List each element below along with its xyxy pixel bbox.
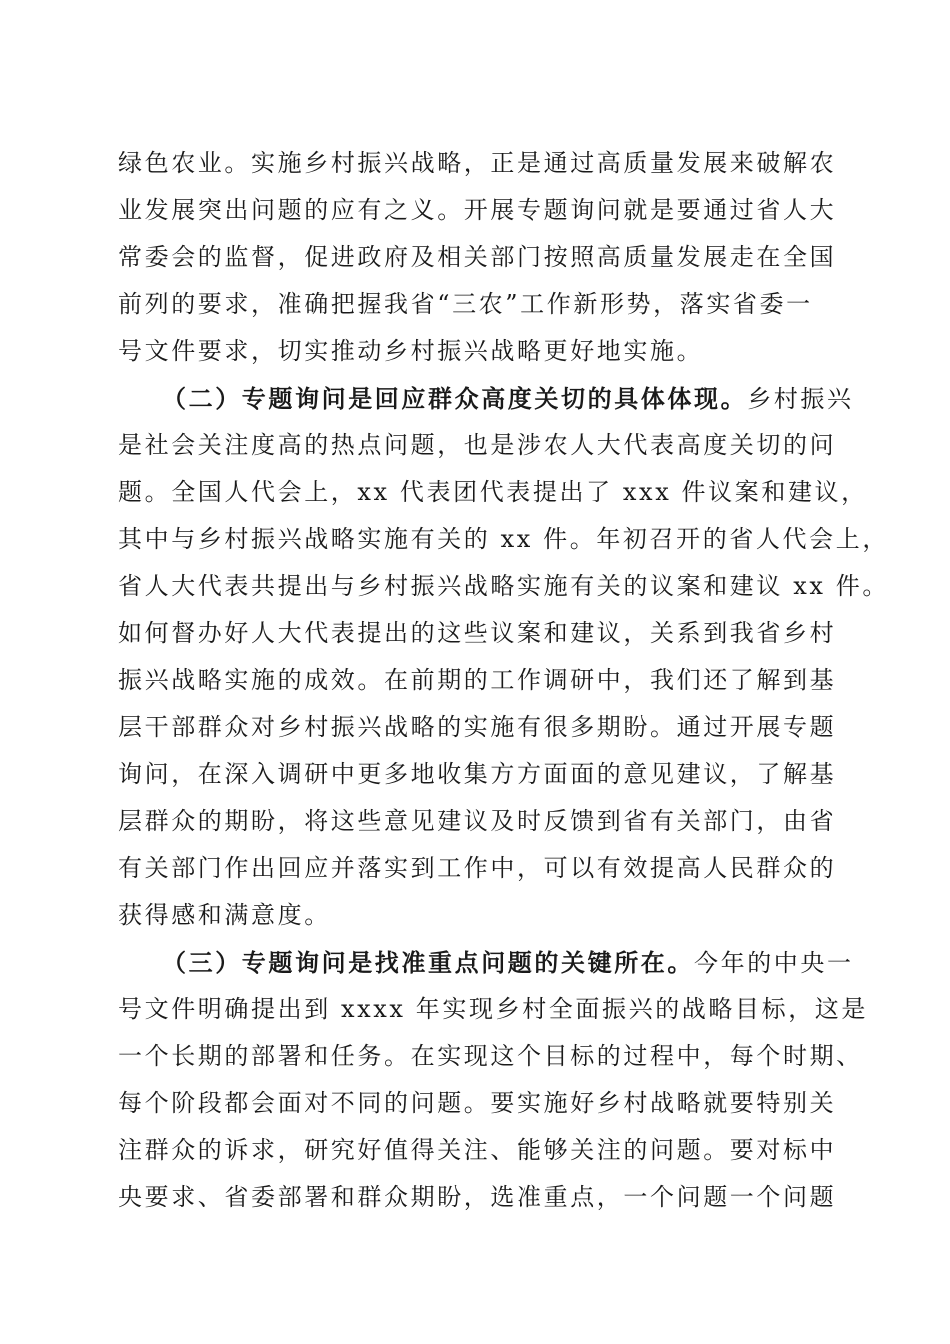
paragraph-line: 询问，在深入调研中更多地收集方方面面的意见建议，了解基 bbox=[118, 760, 837, 788]
section-heading: （三）专题询问是找准重点问题的关键所在。 bbox=[162, 948, 694, 977]
paragraph-2 bbox=[118, 375, 889, 939]
paragraph-line: 常委会的监督，促进政府及相关部门按照高质量发展走在全国 bbox=[118, 243, 837, 271]
paragraph-line: 每个阶段都会面对不同的问题。要实施好乡村战略就要特别关 bbox=[118, 1089, 837, 1117]
paragraph-line: 层群众的期盼，将这些意见建议及时反馈到省有关部门，由省 bbox=[118, 807, 837, 835]
paragraph-line: 省人大代表共提出与乡村振兴战略实施有关的议案和建议 xx 件。 bbox=[118, 572, 889, 600]
paragraph-first-line bbox=[118, 939, 854, 986]
paragraph-first-line bbox=[118, 375, 854, 422]
paragraph-line: 前列的要求，准确把握我省“三农”工作新形势，落实省委一 bbox=[118, 290, 813, 318]
paragraph-line: 号文件明确提出到 xxxx 年实现乡村全面振兴的战略目标，这是 bbox=[118, 995, 868, 1023]
paragraph-line: 业发展突出问题的应有之义。开展专题询问就是要通过省人大 bbox=[118, 196, 837, 224]
paragraph-line: 如何督办好人大代表提出的这些议案和建议，关系到我省乡村 bbox=[118, 619, 837, 647]
paragraph-1 bbox=[118, 140, 837, 375]
body-text bbox=[118, 140, 889, 1221]
paragraph-line: 注群众的诉求，研究好值得关注、能够关注的问题。要对标中 bbox=[118, 1136, 837, 1164]
paragraph-line: 绿色农业。实施乡村振兴战略，正是通过高质量发展来破解农 bbox=[118, 149, 837, 177]
paragraph-line: 其中与乡村振兴战略实施有关的 xx 件。年初召开的省人代会上， bbox=[118, 525, 889, 553]
paragraph-line: 是社会关注度高的热点问题，也是涉农人大代表高度关切的问 bbox=[118, 431, 837, 459]
section-heading: （二）专题询问是回应群众高度关切的具体体现。 bbox=[162, 384, 748, 413]
paragraph-line: 题。全国人代会上，xx 代表团代表提出了 xxx 件议案和建议， bbox=[118, 478, 868, 506]
paragraph-line: 央要求、省委部署和群众期盼，选准重点，一个问题一个问题 bbox=[118, 1183, 837, 1211]
paragraph-3 bbox=[118, 939, 868, 1221]
paragraph-line: 获得感和满意度。 bbox=[118, 901, 331, 929]
paragraph-line: 有关部门作出回应并落实到工作中，可以有效提高人民群众的 bbox=[118, 854, 837, 882]
paragraph-line: 号文件要求，切实推动乡村振兴战略更好地实施。 bbox=[118, 337, 704, 365]
paragraph-line: 一个长期的部署和任务。在实现这个目标的过程中，每个时期、 bbox=[118, 1042, 863, 1070]
paragraph-line: 振兴战略实施的成效。在前期的工作调研中，我们还了解到基 bbox=[118, 666, 837, 694]
paragraph-text: 乡村振兴 bbox=[747, 385, 854, 413]
paragraph-text: 今年的中央一 bbox=[694, 949, 854, 977]
paragraph-line: 层干部群众对乡村振兴战略的实施有很多期盼。通过开展专题 bbox=[118, 713, 837, 741]
